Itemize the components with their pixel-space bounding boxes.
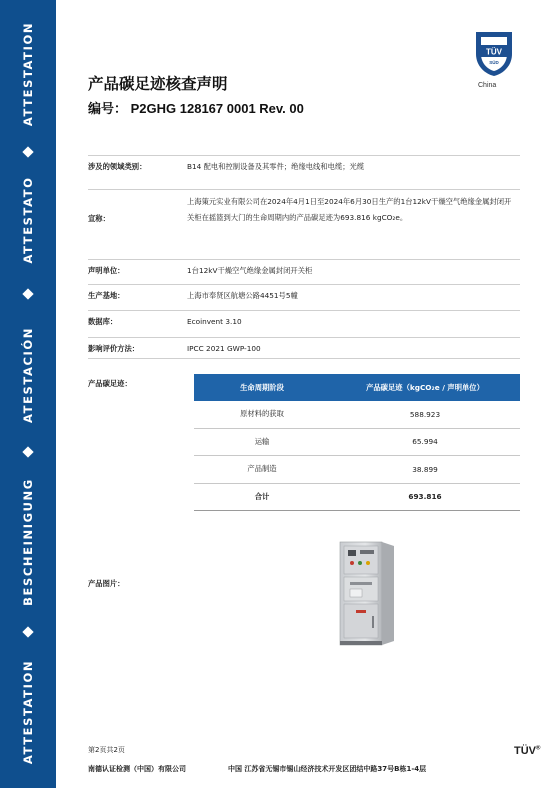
info-value: Ecoinvent 3.10: [187, 317, 242, 326]
footer-address: 中国 江苏省无锡市锡山经济技术开发区团结中路37号B栋1-4层: [228, 765, 427, 773]
svg-text:TÜV: TÜV: [486, 47, 502, 57]
table-total-row: [194, 484, 520, 512]
cell-stage: 产品制造: [247, 464, 277, 474]
svg-text:SÜD: SÜD: [489, 60, 499, 65]
header-footprint: 产品碳足迹（kgCO₂e / 声明单位）: [366, 382, 484, 392]
product-image-label: 产品图片：: [88, 579, 125, 588]
switchgear-image: [336, 540, 398, 648]
cell-value: 588.923: [409, 409, 441, 419]
table-row: [194, 456, 520, 484]
side-word-atestacion: ATESTACIÓN: [21, 327, 35, 423]
cell-value: 65.994: [412, 437, 438, 447]
side-word-attestation: ATTESTATION: [21, 21, 35, 127]
info-row-site: [88, 284, 520, 306]
footer-company: 南德认证检测（中国）有限公司: [88, 765, 186, 773]
footer-mark-text: TÜV: [514, 745, 536, 757]
info-label: 涉及的领域类别：: [88, 162, 147, 171]
doc-number-label: 编号：: [88, 102, 128, 117]
registered-mark: ®: [536, 745, 541, 752]
doc-number-value: P2GHG 128167 0001 Rev. 00: [130, 101, 304, 116]
info-value: 上海策元实业有限公司在2024年4月1日至2024年6月30日生产的1台12kV干燥空气绝缘金属封闭开关柜在摇篮到大门的生命周期内的产品碳足迹为693.816 kgCO₂e。: [187, 197, 512, 222]
footprint-table: [194, 374, 520, 511]
side-band: [0, 0, 56, 788]
footer-tuv-mark: [514, 745, 540, 757]
info-label: 生产基地：: [88, 291, 125, 300]
info-value: IPCC 2021 GWP-100: [187, 344, 261, 353]
info-row-claim: [88, 189, 520, 248]
info-label: 数据库：: [88, 317, 118, 326]
footprint-label: 产品碳足迹：: [88, 379, 132, 388]
footer-page-number: 第2页共2页: [88, 746, 125, 754]
header-stage: 生命周期阶段: [240, 382, 284, 392]
cell-value: 38.899: [412, 464, 438, 474]
cell-stage: 运输: [254, 436, 270, 446]
info-row-unit: [88, 259, 520, 281]
info-row-method: [88, 337, 520, 359]
page-title: 产品碳足迹核查声明: [88, 75, 228, 93]
info-label: 宣称：: [88, 214, 110, 223]
info-value: 1台12kV干燥空气绝缘金属封闭开关柜: [187, 266, 313, 275]
logo-region: China: [478, 82, 497, 89]
info-row-database: [88, 310, 520, 332]
cell-total-value: 693.816: [408, 492, 442, 502]
table-header: [194, 374, 520, 401]
info-value: 上海市奉贤区航塘公路4451号5幢: [187, 291, 298, 300]
diamond-icon: [22, 146, 33, 157]
diamond-icon: [22, 446, 33, 457]
info-label: 声明单位：: [88, 266, 125, 275]
cell-stage: 原材料的获取: [240, 409, 284, 419]
table-row: [194, 429, 520, 457]
diamond-icon: [22, 626, 33, 637]
side-word-bescheinigung: BESCHEINIGUNG: [21, 478, 35, 606]
side-word-attestato: ATTESTATO: [21, 176, 35, 264]
side-word-attestation-2: ATTESTATION: [21, 659, 35, 765]
info-value: B14 配电和控制设备及其零件；绝缘电线和电缆；光缆: [187, 162, 365, 171]
info-row-category: [88, 155, 520, 177]
cell-total-label: 合计: [254, 491, 270, 501]
info-label: 影响评价方法：: [88, 344, 140, 353]
diamond-icon: [22, 288, 33, 299]
table-row: [194, 401, 520, 429]
tuv-logo-icon: [470, 28, 518, 78]
doc-number: [88, 98, 304, 117]
